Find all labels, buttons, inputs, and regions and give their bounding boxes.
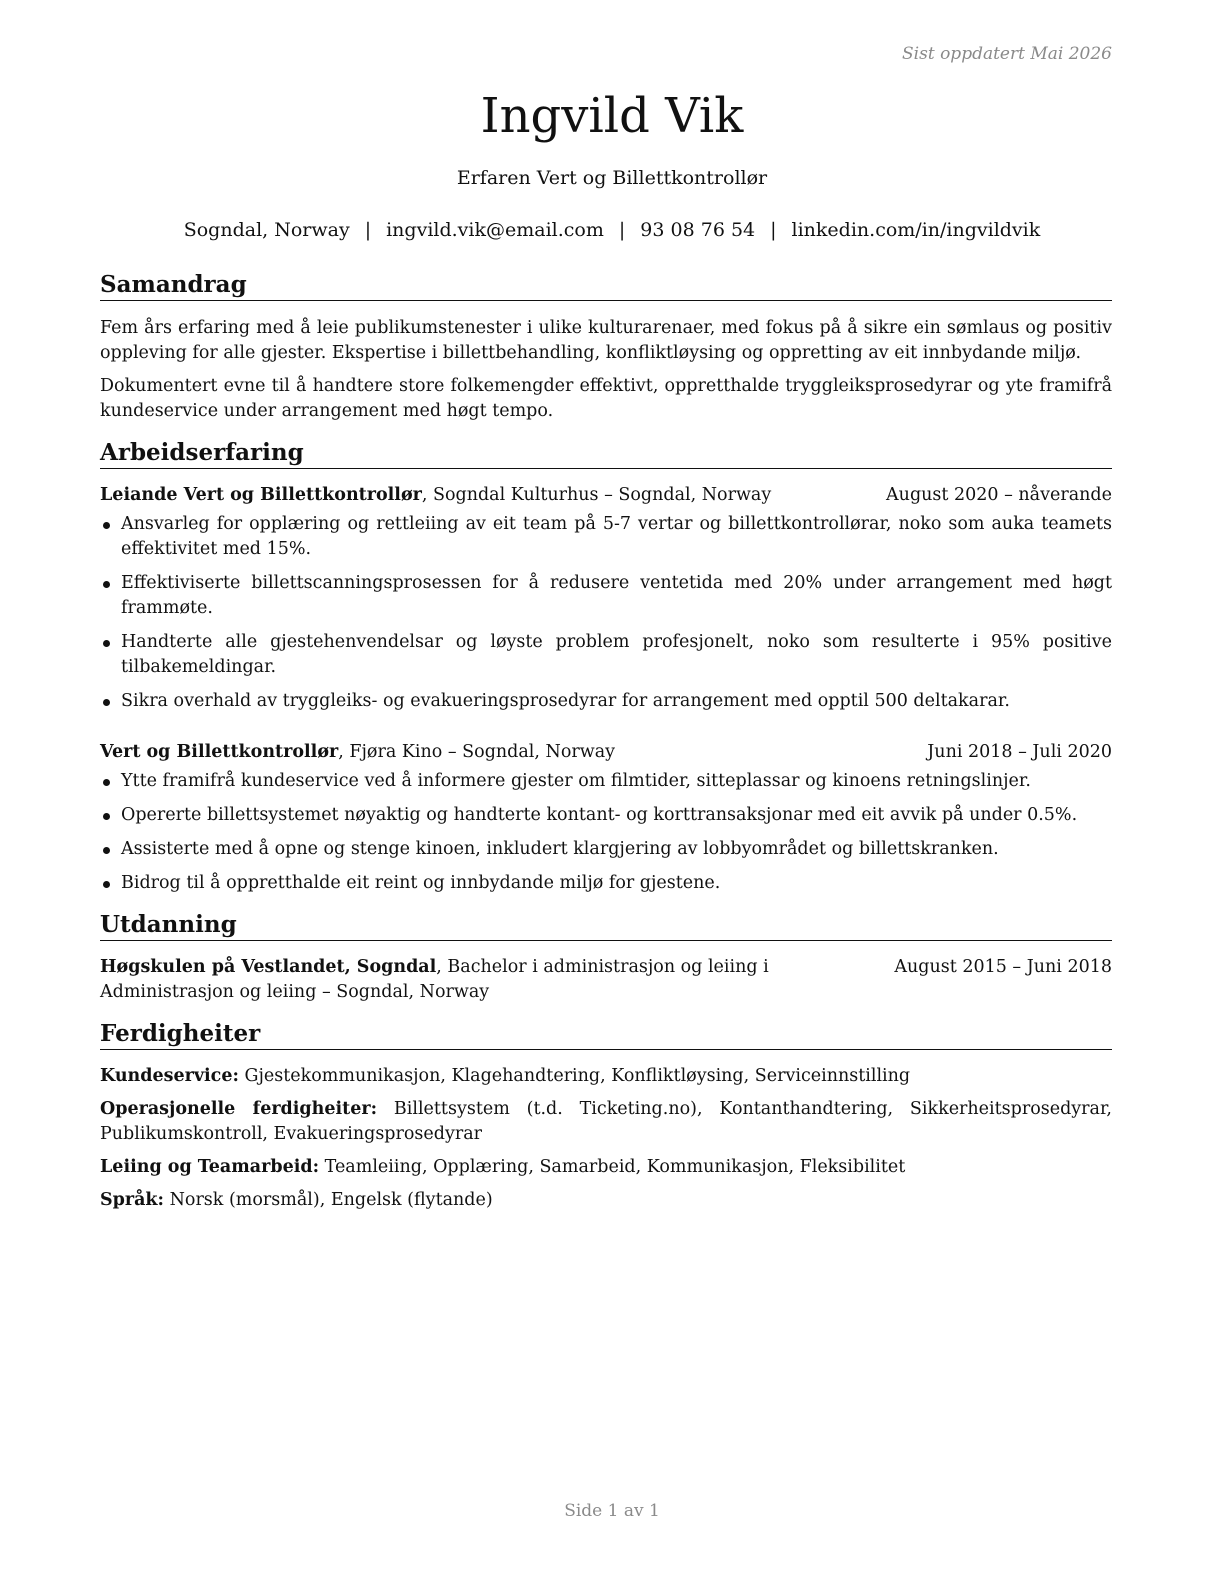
job-bullets xyxy=(100,512,1112,714)
education-entry xyxy=(100,955,1112,1005)
bullet-item: Handterte alle gjestehenvendelsar og løyste problem profesjonelt, noko som resulterte i 95% positive tilbakemeldingar. xyxy=(100,630,1112,680)
contact-separator: | xyxy=(618,219,626,241)
job-entry xyxy=(100,483,1112,714)
skill-label: Operasjonelle ferdigheiter: xyxy=(100,1099,378,1119)
skills-section xyxy=(100,1019,1112,1213)
contact-line xyxy=(0,219,1224,241)
bullet-item: Opererte billettsystemet nøyaktig og handterte kontant- og korttransaksjonar med eit avvik på under 0.5%. xyxy=(100,803,1112,828)
education-heading: Utdanning xyxy=(100,910,1112,941)
job-header xyxy=(100,740,1112,765)
job-dates: August 2020 – nåverande xyxy=(886,485,1112,505)
skill-value: Norsk (morsmål), Engelsk (flytande) xyxy=(164,1190,493,1210)
skill-value: Gjestekommunikasjon, Klagehandtering, Konfliktløysing, Serviceinnstilling xyxy=(238,1066,911,1086)
job-dates: Juni 2018 – Juli 2020 xyxy=(927,742,1112,762)
skills-heading: Ferdigheiter xyxy=(100,1019,1112,1050)
bullet-item: Ansvarleg for opplæring og rettleiing av eit team på 5-7 vertar og billettkontrollørar, noko som auka teamets effektivitet med 15%. xyxy=(100,512,1112,562)
last-updated: Sist oppdatert Mai 2026 xyxy=(902,44,1112,64)
skill-row xyxy=(100,1097,1112,1147)
job-title-line xyxy=(100,740,615,765)
education-details: , Bachelor i administrasjon og leiing i Administrasjon og leiing – Sogndal, Norway xyxy=(100,957,769,1002)
summary-paragraph: Fem års erfaring med å leie publikumstenester i ulike kulturarenaer, med fokus på å sikre ein sømlaus og positiv oppleving for alle gjester. Ekspertise i billettbehandling, konfliktløysing og oppretting av eit innbydande miljø. xyxy=(100,318,1112,363)
job-role: Leiande Vert og Billettkontrollør xyxy=(100,485,422,505)
resume-body xyxy=(100,270,1112,1227)
job-entry xyxy=(100,740,1112,896)
education-dates: August 2015 – Juni 2018 xyxy=(894,957,1112,977)
summary-heading: Samandrag xyxy=(100,270,1112,301)
contact-separator: | xyxy=(364,219,372,241)
summary-section xyxy=(100,270,1112,424)
job-employer: , Sogndal Kulturhus – Sogndal, Norway xyxy=(421,485,772,505)
page-number: Side 1 av 1 xyxy=(564,1501,660,1521)
skill-value: Billettsystem (t.d. Ticketing.no), Kontanthandtering, Sikkerheitsprosedyrar, Publikumskontroll, Evakueringsprosedyrar xyxy=(100,1099,1112,1144)
contact-email[interactable]: ingvild.vik@email.com xyxy=(386,219,604,241)
job-header xyxy=(100,483,1112,508)
skill-value: Teamleiing, Opplæring, Samarbeid, Kommunikasjon, Fleksibilitet xyxy=(319,1157,906,1177)
skill-label: Leiing og Teamarbeid: xyxy=(100,1157,320,1177)
job-bullets xyxy=(100,769,1112,896)
contact-separator: | xyxy=(770,219,777,241)
job-role: Vert og Billettkontrollør xyxy=(100,742,339,762)
job-title-line xyxy=(100,483,771,508)
education-school: Høgskulen på Vestlandet, Sogndal xyxy=(100,957,437,977)
contact-location: Sogndal, Norway xyxy=(183,219,350,241)
candidate-title: Erfaren Vert og Billettkontrollør xyxy=(456,167,768,189)
education-text xyxy=(100,955,880,1005)
skill-label: Kundeservice: xyxy=(100,1066,239,1086)
bullet-item: Bidrog til å oppretthalde eit reint og innbydande miljø for gjestene. xyxy=(100,871,1112,896)
experience-section xyxy=(100,438,1112,896)
candidate-name: Ingvild Vik xyxy=(480,88,744,144)
skill-row xyxy=(100,1155,1112,1180)
bullet-item: Assisterte med å opne og stenge kinoen, inkludert klargjering av lobbyområdet og billettskranken. xyxy=(100,837,1112,862)
bullet-item: Sikra overhald av tryggleiks- og evakueringsprosedyrar for arrangement med opptil 500 deltakarar. xyxy=(100,689,1112,714)
skill-row xyxy=(100,1188,1112,1213)
contact-linkedin[interactable]: linkedin.com/in/ingvildvik xyxy=(791,219,1041,241)
experience-heading: Arbeidserfaring xyxy=(100,438,1112,469)
bullet-item: Ytte framifrå kundeservice ved å informere gjester om filmtider, sitteplassar og kinoens retningslinjer. xyxy=(100,769,1112,794)
job-employer: , Fjøra Kino – Sogndal, Norway xyxy=(338,742,616,762)
education-section xyxy=(100,910,1112,1005)
contact-phone: 93 08 76 54 xyxy=(640,219,756,241)
summary-paragraph: Dokumentert evne til å handtere store folkemengder effektivt, oppretthalde tryggleiksprosedyrar og yte framifrå kundeservice under arrangement med høgt tempo. xyxy=(100,376,1112,421)
bullet-item: Effektiviserte billettscanningsprosessen for å redusere ventetida med 20% under arrangement med høgt frammøte. xyxy=(100,571,1112,621)
skills-list xyxy=(100,1064,1112,1213)
skill-row xyxy=(100,1064,1112,1089)
skill-label: Språk: xyxy=(100,1190,165,1210)
